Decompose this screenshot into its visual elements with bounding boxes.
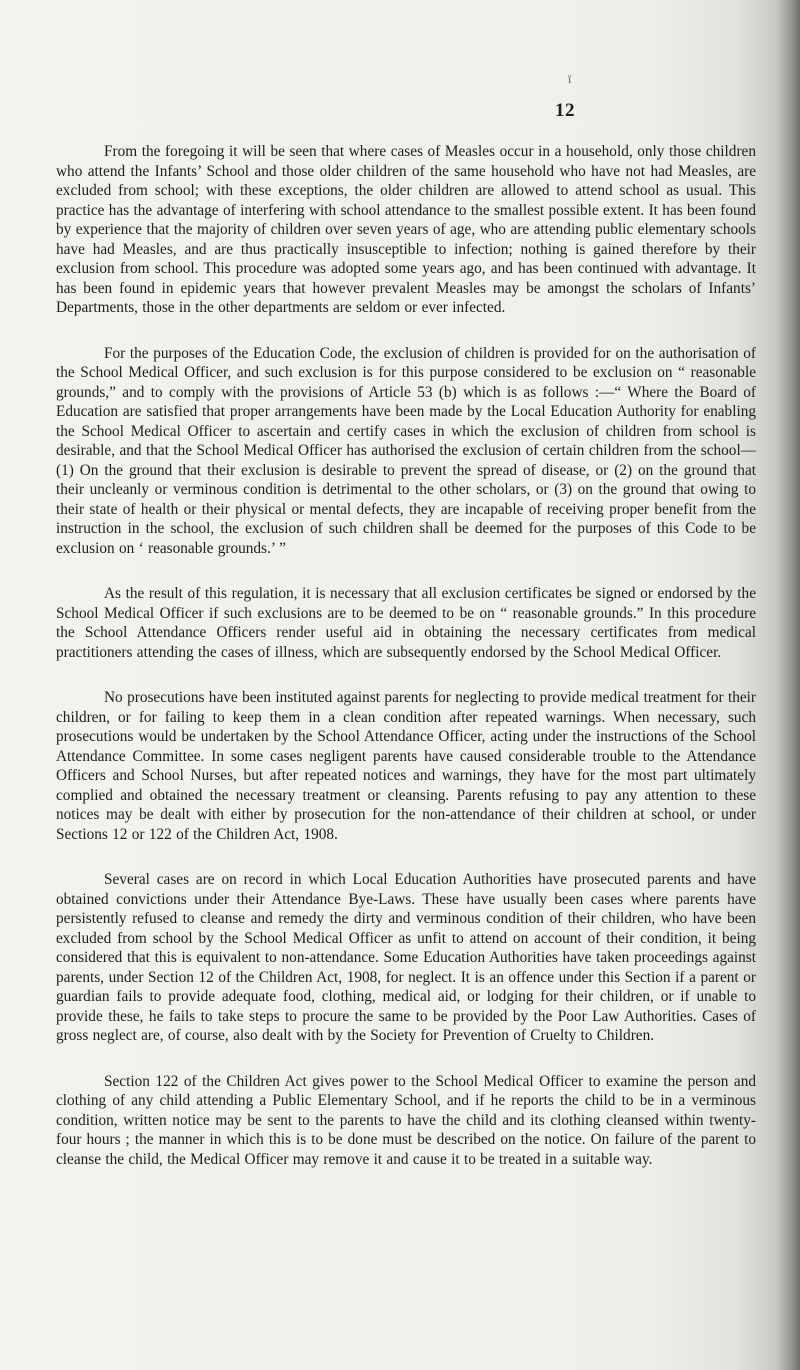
paragraph-measles-exclusion: From the foregoing it will be seen that where cases of Measles occur in a household, only those children who attend the Infants’ School and those older children of the same household who have not had Measles, are excluded from school; with these exceptions, the older children are allowed to attend school as usual. This practice has the advantage of interfering with school attendance to the smallest possible extent. It has been found by experience that the majority of children over seven years of age, who are attending public elementary schools have had Measles, and are thus practically insusceptible to infection; nothing is gained therefore by their exclusion from school. This procedure was adopted some years ago, and has been continued with advantage. It has been found in epidemic years that however prevalent Measles may be amongst the scholars of Infants’ Departments, those in the other departments are seldom or ever infected. [56,143,756,316]
body-text [56,142,756,1195]
paragraph-convictions: Several cases are on record in which Local Education Authorities have prosecuted parents and have obtained convictions under their Attendance Bye-Laws. These have usually been cases where parents have persistently refused to cleanse and remedy the dirty and verminous condition of their children, who have been excluded from school by the School Medical Officer as unfit to attend on account of their condition, it being considered that this is equivalent to non-attendance. Some Education Authorities have taken proceedings against parents, under Section 12 of the Children Act, 1908, for neglect. It is an offence under this Section if a parent or guardian fails to provide adequate food, clothing, medical aid, or lodging for their children, or if unable to provide these, he fails to take steps to procure the same to be provided by the Poor Law Authorities. Cases of gross neglect are, of course, also dealt with by the Society for Prevention of Cruelty to Children. [56,871,756,1044]
page-edge-shadow [776,0,800,1370]
page-number: 12 [555,100,575,121]
paragraph-section-122: Section 122 of the Children Act gives power to the School Medical Officer to examine the person and clothing of any child attending a Public Elementary School, and if he reports the child to be in a verminous condition, written notice may be sent to the parents to have the child and its clothing cleansed within twenty-four hours ; the manner in which this is to be done must be described on the notice. On failure of the parent to cleanse the child, the Medical Officer may remove it and cause it to be treated in a suitable way. [56,1072,756,1168]
paragraph-exclusion-certificates: As the result of this regulation, it is necessary that all exclusion certificates be signed or endorsed by the School Medical Officer if such exclusions are to be deemed to be on “ reasonable grounds.” In this procedure the School Attendance Officers render useful aid in obtaining the necessary certificates from medical practitioners attending the cases of illness, which are subsequently endorsed by the School Medical Officer. [56,585,756,661]
paragraph-education-code: For the purposes of the Education Code, the exclusion of children is provided for on the authorisation of the School Medical Officer, and such exclusion is for this purpose considered to be exclusion on “ reasonable grounds,” and to comply with the provisions of Article 53 (b) which is as follows :—“ Where the Board of Education are satisfied that proper arrangements have been made by the Local Education Authority for enabling the School Medical Officer to ascertain and certify cases in which the exclusion of children from school is desirable, and that the School Medical Officer has authorised the exclusion of certain children from the school—(1) On the ground that their exclusion is desirable to prevent the spread of disease, or (2) on the ground that their uncleanly or verminous condition is detrimental to the other scholars, or (3) on the ground that owing to their state of health or their physical or mental defects, they are incapable of receiving proper benefit from the instruction in the school, the exclusion of such children shall be deemed for the purposes of this Code to be exclusion on ‘ reasonable grounds.’ ” [56,344,756,557]
paragraph-prosecutions: No prosecutions have been instituted against parents for neglecting to provide medical treatment for their children, or for failing to keep them in a clean condition after repeated warnings. When necessary, such prosecutions would be undertaken by the School Attendance Officer, acting under the instructions of the School Attendance Committee. In some cases negligent parents have caused considerable trouble to the Attendance Officers and School Nurses, but after repeated notices and warnings, they have for the most part ultimately complied and obtained the necessary treatment or cleansing. Parents refusing to pay any attention to these notices may be dealt with either by prosecution for the non-attendance of their children at school, or under Sections 12 or 122 of the Children Act, 1908. [56,689,756,843]
stray-mark: ï [568,72,572,86]
